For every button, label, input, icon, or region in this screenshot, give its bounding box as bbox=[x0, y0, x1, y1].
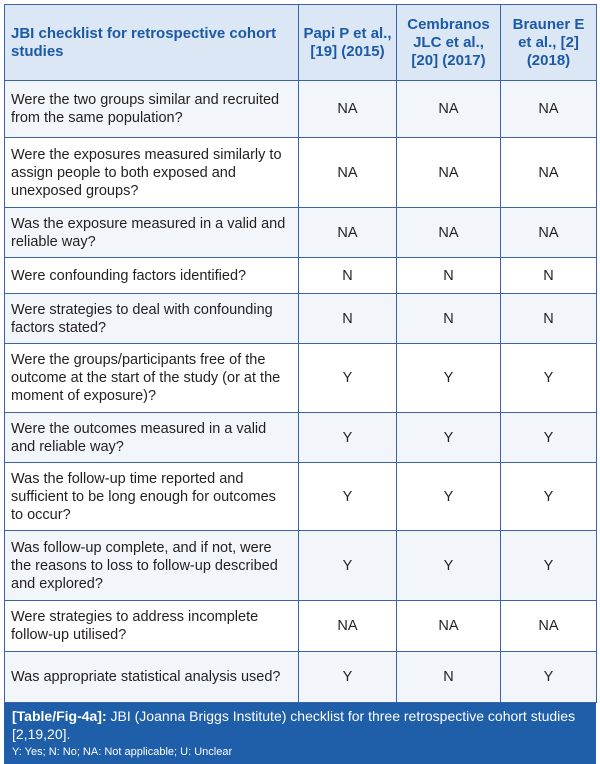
row-value: NA bbox=[299, 601, 397, 652]
row-value: NA bbox=[501, 601, 597, 652]
row-value: NA bbox=[501, 138, 597, 208]
table-row bbox=[5, 531, 597, 601]
row-value: N bbox=[397, 294, 501, 344]
row-value: Y bbox=[299, 344, 397, 413]
row-value: N bbox=[299, 294, 397, 344]
row-value: NA bbox=[397, 81, 501, 138]
row-value: Y bbox=[501, 463, 597, 531]
table-body bbox=[5, 81, 597, 703]
table-row bbox=[5, 258, 597, 294]
header-question: JBI checklist for retrospective cohort studies bbox=[5, 5, 299, 81]
caption-ref: [Table/Fig-4a]: bbox=[12, 708, 107, 724]
row-value: N bbox=[397, 652, 501, 703]
row-value: Y bbox=[397, 413, 501, 463]
row-question: Were strategies to deal with confounding factors stated? bbox=[5, 294, 299, 344]
caption-text: JBI (Joanna Briggs Institute) checklist for three retrospective cohort studies [2,19,20]. bbox=[12, 708, 576, 742]
row-value: N bbox=[397, 258, 501, 294]
row-question: Were strategies to address incomplete follow-up utilised? bbox=[5, 601, 299, 652]
row-value: NA bbox=[397, 601, 501, 652]
row-question: Were confounding factors identified? bbox=[5, 258, 299, 294]
table-row bbox=[5, 81, 597, 138]
row-value: Y bbox=[299, 413, 397, 463]
table-header-row bbox=[5, 5, 597, 81]
jbi-checklist-table bbox=[4, 4, 597, 703]
row-value: Y bbox=[299, 531, 397, 601]
row-value: Y bbox=[397, 531, 501, 601]
table-row bbox=[5, 463, 597, 531]
row-value: Y bbox=[501, 413, 597, 463]
row-question: Was follow-up complete, and if not, were the reasons to loss to follow-up described and explored? bbox=[5, 531, 299, 601]
row-value: NA bbox=[299, 81, 397, 138]
table-row bbox=[5, 208, 597, 258]
row-question: Was the follow-up time reported and sufficient to be long enough for outcomes to occur? bbox=[5, 463, 299, 531]
table-row bbox=[5, 138, 597, 208]
row-value: NA bbox=[397, 138, 501, 208]
checklist-figure bbox=[4, 4, 596, 764]
row-value: Y bbox=[299, 652, 397, 703]
row-question: Were the outcomes measured in a valid and reliable way? bbox=[5, 413, 299, 463]
table-caption bbox=[4, 703, 596, 764]
caption-legend: Y: Yes; N: No; NA: Not applicable; U: Unclear bbox=[12, 746, 233, 758]
row-question: Were the two groups similar and recruited from the same population? bbox=[5, 81, 299, 138]
header-study-cembranos: Cembranos JLC et al., [20] (2017) bbox=[397, 5, 501, 81]
row-value: Y bbox=[501, 344, 597, 413]
row-value: Y bbox=[397, 344, 501, 413]
row-value: Y bbox=[397, 463, 501, 531]
table-row bbox=[5, 652, 597, 703]
row-value: Y bbox=[299, 463, 397, 531]
row-question: Was appropriate statistical analysis used? bbox=[5, 652, 299, 703]
header-study-papi: Papi P et al., [19] (2015) bbox=[299, 5, 397, 81]
row-value: NA bbox=[501, 208, 597, 258]
row-value: N bbox=[299, 258, 397, 294]
row-value: NA bbox=[501, 81, 597, 138]
row-question: Were the exposures measured similarly to assign people to both exposed and unexposed groups? bbox=[5, 138, 299, 208]
header-study-brauner: Brauner E et al., [2] (2018) bbox=[501, 5, 597, 81]
row-value: NA bbox=[397, 208, 501, 258]
row-question: Was the exposure measured in a valid and reliable way? bbox=[5, 208, 299, 258]
table-row bbox=[5, 344, 597, 413]
row-value: N bbox=[501, 294, 597, 344]
row-value: Y bbox=[501, 531, 597, 601]
row-question: Were the groups/participants free of the outcome at the start of the study (or at the moment of exposure)? bbox=[5, 344, 299, 413]
table-row bbox=[5, 294, 597, 344]
row-value: N bbox=[501, 258, 597, 294]
row-value: NA bbox=[299, 138, 397, 208]
table-row bbox=[5, 413, 597, 463]
row-value: Y bbox=[501, 652, 597, 703]
table-row bbox=[5, 601, 597, 652]
row-value: NA bbox=[299, 208, 397, 258]
